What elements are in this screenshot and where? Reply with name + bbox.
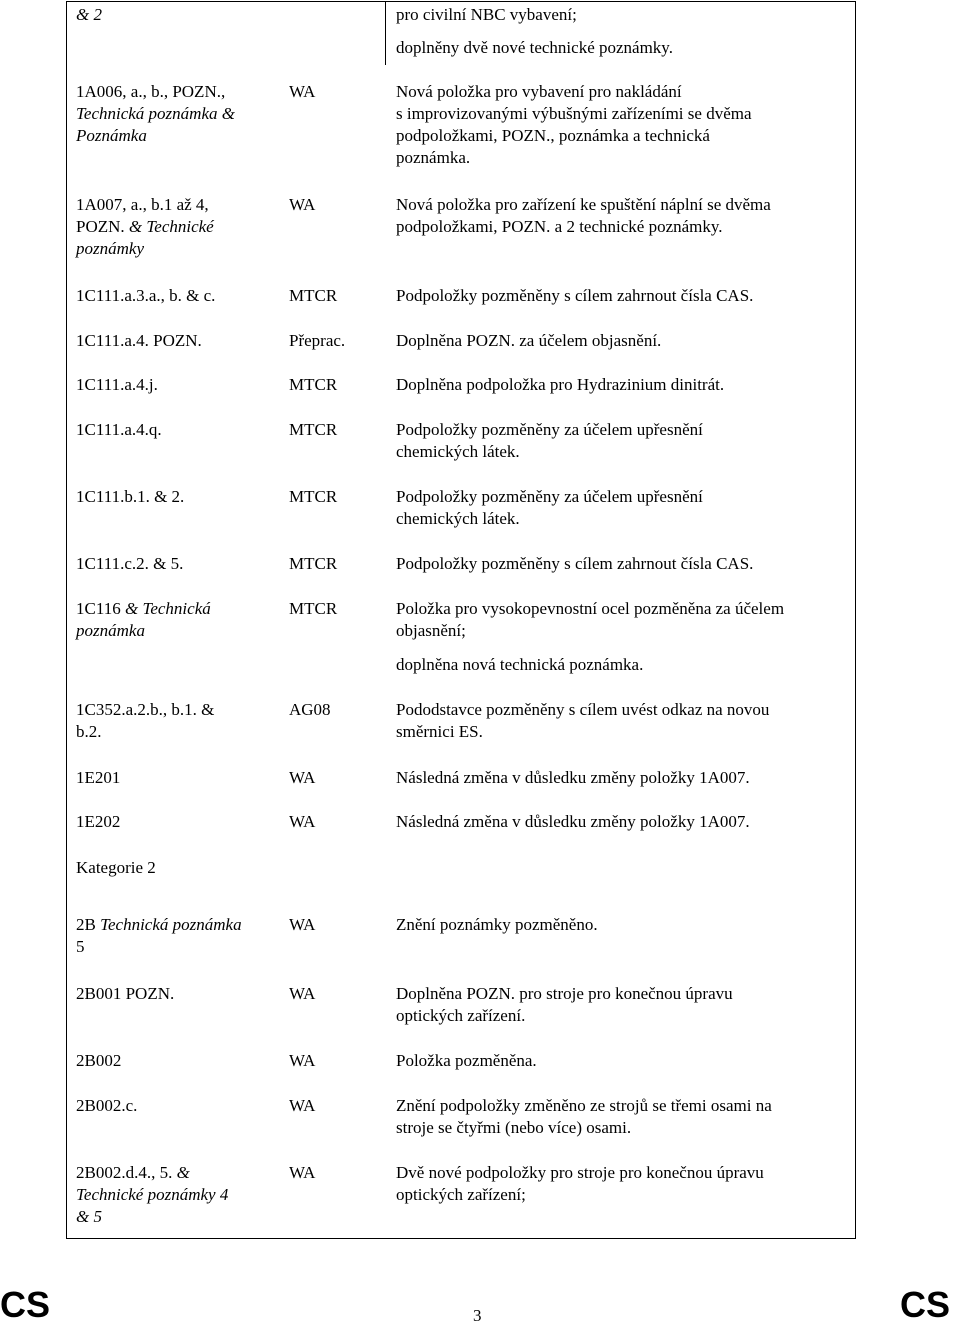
row-1a007-change: Nová položka pro zařízení ke spuštění náplní se dvěma podpoložkami, POZN. a 2 technické poznámky. [396,195,771,236]
row-regime: WA [289,984,316,1003]
row-regime: MTCR [289,375,338,394]
row-regime: MTCR [289,420,338,439]
row-change: Pododstavce pozměněny s cílem uvést odkaz na novou směrnici ES. [396,700,770,741]
row-1a006-regime: WA [289,82,316,101]
row-item: 2B002 [76,1051,122,1070]
row-2b-item: 2B Technická poznámka 5 [76,915,242,956]
row-regime: WA [289,1163,316,1182]
row-change: Doplněna podpoložka pro Hydrazinium dinitrát. [396,375,725,394]
row-item: 1C111.a.4.q. [76,420,162,439]
column-divider [385,1,386,65]
row-regime: WA [289,915,316,934]
row-regime: MTCR [289,554,338,573]
row-item: 1C111.a.3.a., b. & c. [76,286,216,305]
category-heading: Kategorie 2 [76,858,156,877]
footer-lang-right: CS [900,1284,951,1325]
row-1a006-item [76,81,276,147]
row-regime: Přeprac. [289,331,346,350]
top-text-line2: doplněny dvě nové technické poznámky. [396,38,673,57]
row-1a007-regime: WA [289,195,316,214]
top-item-col1: & 2 [76,5,102,24]
row-change: Položka pro vysokopevnostní ocel pozměněna za účelem objasnění; [396,599,785,640]
row-change: Podpoložky pozměněny za účelem upřesnění chemických látek. [396,487,703,528]
item-line: Poznámka [76,126,147,145]
row-regime: MTCR [289,286,338,305]
row-1a006-change: Nová položka pro vybavení pro nakládání s improvizovanými výbušnými zařízeními se dvěma podpoložkami, POZN., poznámka a technická poznámka. [396,82,752,167]
footer-lang-left: CS [0,1284,51,1325]
top-text-line1: pro civilní NBC vybavení; [396,5,577,24]
row-item: 1E201 [76,768,121,787]
row-item: 1C111.c.2. & 5. [76,554,184,573]
row-1c116-item: 1C116 & Technická poznámka [76,599,211,640]
row-change: Doplněna POZN. pro stroje pro konečnou úpravu optických zařízení. [396,984,733,1025]
row-change: Znění poznámky pozměněno. [396,915,598,934]
item-line: Technická poznámka & [76,104,235,123]
row-regime: WA [289,768,316,787]
row-regime: WA [289,1096,316,1115]
row-change: Položka pozměněna. [396,1051,537,1070]
row-change: Podpoložky pozměněny za účelem upřesnění chemických látek. [396,420,703,461]
row-item: 2B001 POZN. [76,984,175,1003]
row-change: Podpoložky pozměněny s cílem zahrnout čísla CAS. [396,286,754,305]
row-item: 1C111.a.4.j. [76,375,158,394]
row-regime: MTCR [289,599,338,618]
page-number: 3 [473,1306,482,1325]
row-item: 1C111.b.1. & 2. [76,487,185,506]
row-regime: MTCR [289,487,338,506]
row-item: 1C111.a.4. POZN. [76,331,202,350]
row-change: Doplněna POZN. za účelem objasnění. [396,331,662,350]
item-line: 1A006, a., b., POZN., [76,82,226,101]
row-change: Následná změna v důsledku změny položky 1A007. [396,768,750,787]
row-change: Následná změna v důsledku změny položky 1A007. [396,812,750,831]
row-change: Dvě nové podpoložky pro stroje pro konečnou úpravu optických zařízení; [396,1163,764,1204]
row-regime: AG08 [289,700,331,719]
row-change: Podpoložky pozměněny s cílem zahrnout čísla CAS. [396,554,754,573]
row-regime: WA [289,812,316,831]
row-item: 2B002.c. [76,1096,138,1115]
row-change: Znění podpoložky změněno ze strojů se třemi osami na stroje se čtyřmi (nebo více) osami. [396,1096,772,1137]
row-2b002d-item: 2B002.d.4., 5. & Technické poznámky 4 & 5 [76,1163,229,1226]
row-regime: WA [289,1051,316,1070]
row-item: 1C352.a.2.b., b.1. & b.2. [76,700,215,741]
row-1a007-item: 1A007, a., b.1 až 4, POZN. & Technické poznámky [76,195,214,258]
row-change-extra: doplněna nová technická poznámka. [396,655,644,674]
row-item: 1E202 [76,812,121,831]
